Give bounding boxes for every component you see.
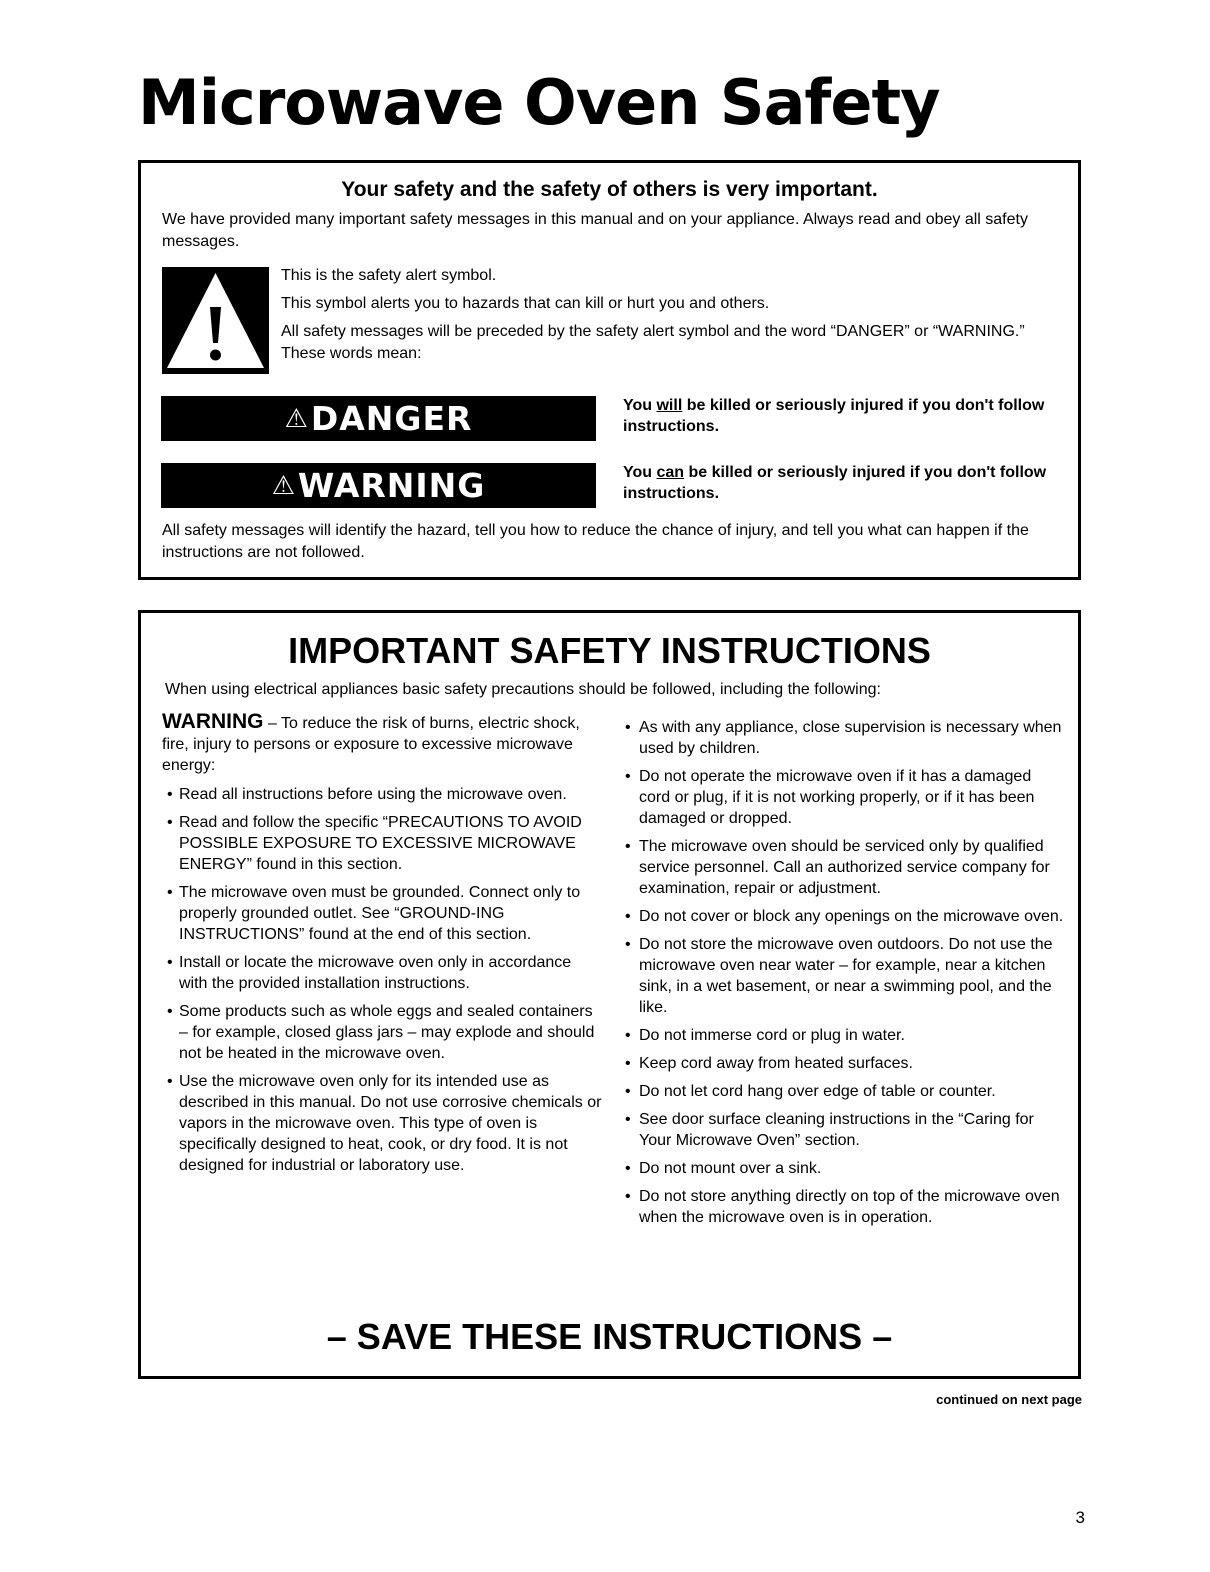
alert-triangle-icon: ⚠ bbox=[271, 470, 296, 501]
left-instruction-list bbox=[162, 784, 602, 1176]
save-instructions-banner: – SAVE THESE INSTRUCTIONS – bbox=[326, 1316, 893, 1357]
danger-text-pre: You bbox=[623, 397, 657, 414]
alert-symbol-description bbox=[281, 265, 1071, 371]
right-instruction-list bbox=[621, 717, 1066, 1228]
alert-line: This symbol alerts you to hazards that can kill or hurt you and others. bbox=[281, 295, 770, 312]
list-item: • Do not store anything directly on top of the microwave oven when the microwave oven is in operation. bbox=[621, 1186, 1066, 1228]
danger-text-emphasis: will bbox=[656, 397, 683, 414]
list-item: • Do not let cord hang over edge of table or counter. bbox=[621, 1081, 1066, 1102]
list-item: • Do not mount over a sink. bbox=[621, 1158, 1066, 1179]
continued-note: continued on next page bbox=[936, 1392, 1082, 1407]
instructions-left-column bbox=[162, 711, 602, 1183]
list-item: • Read and follow the specific “PRECAUTIONS TO AVOID POSSIBLE EXPOSURE TO EXCESSIVE MICROWAVE ENERGY” found in this section. bbox=[162, 812, 602, 875]
danger-signal-label bbox=[161, 396, 596, 441]
list-item: • Do not immerse cord or plug in water. bbox=[621, 1025, 1066, 1046]
warning-lead-word: WARNING bbox=[162, 710, 264, 733]
list-item: • Some products such as whole eggs and sealed containers – for example, closed glass jars – may explode and should not be heated in the microwave oven. bbox=[162, 1001, 602, 1064]
alert-line: All safety messages will be preceded by the safety alert symbol and the word “DANGER” or “WARNING.” These words mean: bbox=[281, 323, 1025, 362]
instructions-subheading: When using electrical appliances basic safety precautions should be followed, including the following: bbox=[165, 681, 881, 698]
safety-message-box bbox=[138, 160, 1081, 580]
warning-text-post: be killed or seriously injured if you don't follow instructions. bbox=[623, 464, 1047, 502]
list-item: • Install or locate the microwave oven only in accordance with the provided installation instructions. bbox=[162, 952, 602, 994]
important-safety-instructions-box bbox=[138, 610, 1081, 1379]
list-item: • Keep cord away from heated surfaces. bbox=[621, 1053, 1066, 1074]
list-item: • Do not store the microwave oven outdoors. Do not use the microwave oven near water – for example, near a kitchen sink, in a wet basement, or near a swimming pool, and the like. bbox=[621, 934, 1066, 1018]
warning-meaning bbox=[623, 462, 1073, 504]
list-item: • Do not cover or block any openings on the microwave oven. bbox=[621, 906, 1066, 927]
instructions-heading: IMPORTANT SAFETY INSTRUCTIONS bbox=[288, 630, 931, 671]
danger-meaning bbox=[623, 395, 1073, 437]
safety-intro: We have provided many important safety messages in this manual and on your appliance. Always read and obey all safety messages. bbox=[162, 211, 1028, 250]
list-item: • Read all instructions before using the microwave oven. bbox=[162, 784, 602, 805]
danger-text-post: be killed or seriously injured if you don't follow instructions. bbox=[623, 397, 1045, 435]
safety-heading: Your safety and the safety of others is very important. bbox=[341, 178, 878, 201]
warning-text-emphasis: can bbox=[656, 464, 685, 481]
list-item: • See door surface cleaning instructions in the “Caring for Your Microwave Oven” section. bbox=[621, 1109, 1066, 1151]
safety-alert-icon bbox=[162, 267, 269, 374]
warning-lead bbox=[162, 711, 602, 776]
list-item: • As with any appliance, close supervision is necessary when used by children. bbox=[621, 717, 1066, 759]
warning-signal-label bbox=[161, 463, 596, 508]
list-item: • The microwave oven should be serviced only by qualified service personnel. Call an authorized service company for examination, repair or adjustment. bbox=[621, 836, 1066, 899]
page-title: Microwave Oven Safety bbox=[138, 66, 940, 139]
instructions-right-column bbox=[621, 717, 1066, 1235]
alert-triangle-icon: ⚠ bbox=[284, 403, 309, 434]
warning-lead-text: – To reduce the risk of burns, electric shock, fire, injury to persons or exposure to excessive microwave energy: bbox=[162, 715, 580, 774]
list-item: • Do not operate the microwave oven if it has a damaged cord or plug, if it is not working properly, or if it has been damaged or dropped. bbox=[621, 766, 1066, 829]
list-item: • Use the microwave oven only for its intended use as described in this manual. Do not use corrosive chemicals or vapors in the microwave oven. This type of oven is specifically designed to heat, cook, or dry food. It is not designed for industrial or laboratory use. bbox=[162, 1071, 602, 1176]
safety-footer-text: All safety messages will identify the hazard, tell you how to reduce the chance of injury, and tell you what can happen if the instructions are not followed. bbox=[162, 522, 1029, 561]
warning-text-pre: You bbox=[623, 464, 657, 481]
list-item: • The microwave oven must be grounded. Connect only to properly grounded outlet. See “GROUND-ING INSTRUCTIONS” found at the end of this section. bbox=[162, 882, 602, 945]
page-number: 3 bbox=[1075, 1508, 1085, 1527]
warning-word: WARNING bbox=[297, 466, 486, 505]
danger-word: DANGER bbox=[310, 399, 473, 438]
alert-line: This is the safety alert symbol. bbox=[281, 267, 497, 284]
